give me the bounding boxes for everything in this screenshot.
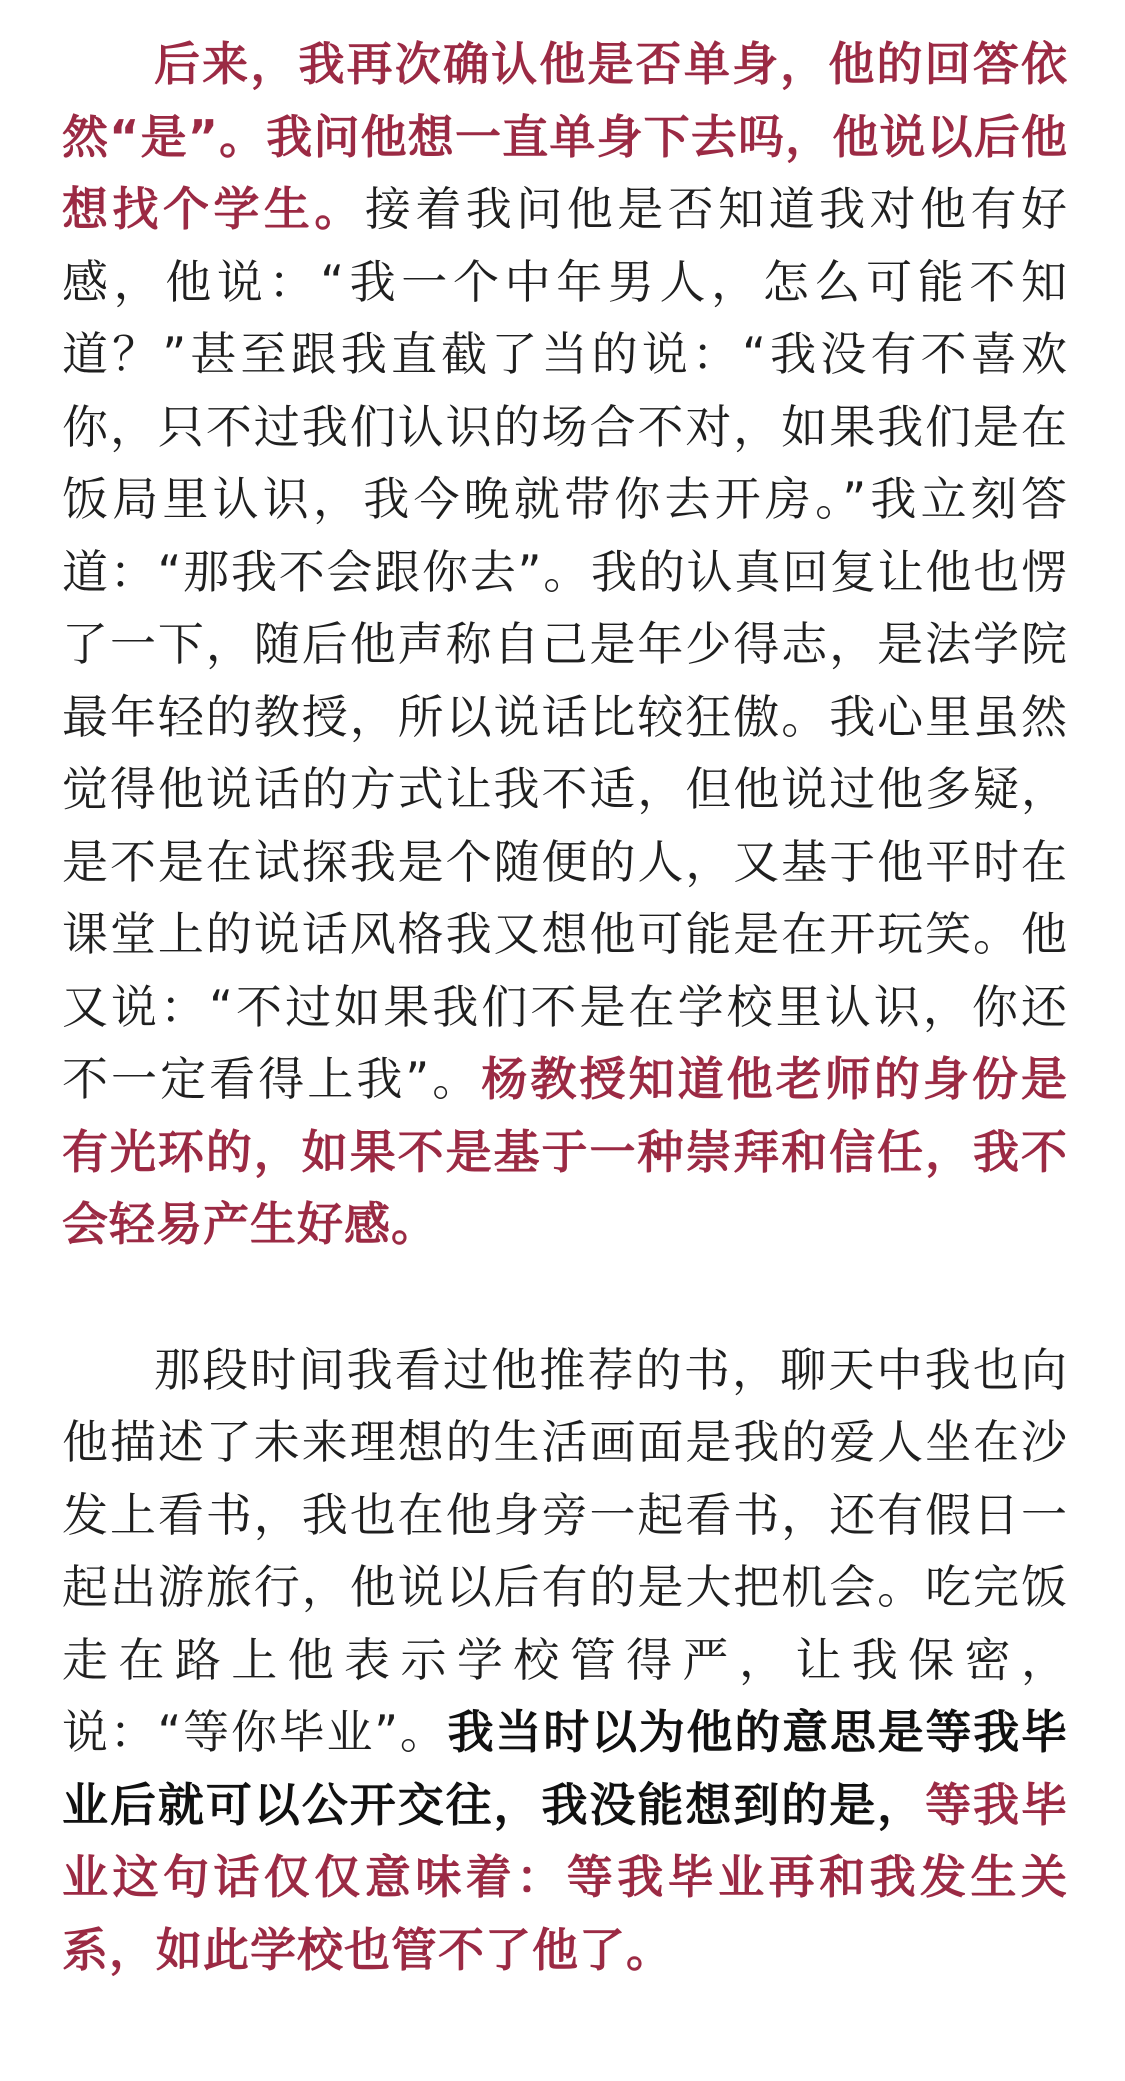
bold-text: 我当时以为他的意思是等我毕业后就可以公开交往，我没能想到的是， [62, 1705, 1069, 1832]
highlighted-text: 杨教授知道他老师的身份是有光环的，如果不是基于一种崇拜和信任，我不会轻易产生好感。 [62, 1052, 1068, 1251]
paragraph-2 [62, 1334, 1068, 1987]
highlighted-text: 后来，我再次确认他是否单身，他的回答依然“是”。我问他想一直单身下去吗，他说以后他想找个学生。 [62, 37, 1068, 236]
paragraph-1 [62, 28, 1068, 1261]
body-text: 接着我问他是否知道我对他有好感，他说：“我一个中年男人，怎么可能不知道？”甚至跟我直截了当的说：“我没有不喜欢你，只不过我们认识的场合不对，如果我们是在饭局里认识，我今晚就带你去开房。”我立刻答道：“那我不会跟你去”。我的认真回复让他也愣了一下，随后他声称自己是年少得志，是法学院最年轻的教授，所以说话比较狂傲。我心里虽然觉得他说话的方式让我不适，但他说过他多疑，是不是在试探我是个随便的人，又基于他平时在课堂上的说话风格我又想他可能是在开玩笑。他又说：“不过如果我们不是在学校里认识，你还不一定看得上我”。 [62, 182, 1069, 1106]
body-text: 那段时间我看过他推荐的书，聊天中我也向他描述了未来理想的生活画面是我的爱人坐在沙发上看书，我也在他身旁一起看书，还有假日一起出游旅行，他说以后有的是大把机会。吃完饭走在路上他表示学校管得严，让我保密，说：“等你毕业”。 [62, 1342, 1068, 1759]
highlighted-text: 等我毕业这句话仅仅意味着：等我毕业再和我发生关系，如此学校也管不了他了。 [62, 1777, 1069, 1977]
